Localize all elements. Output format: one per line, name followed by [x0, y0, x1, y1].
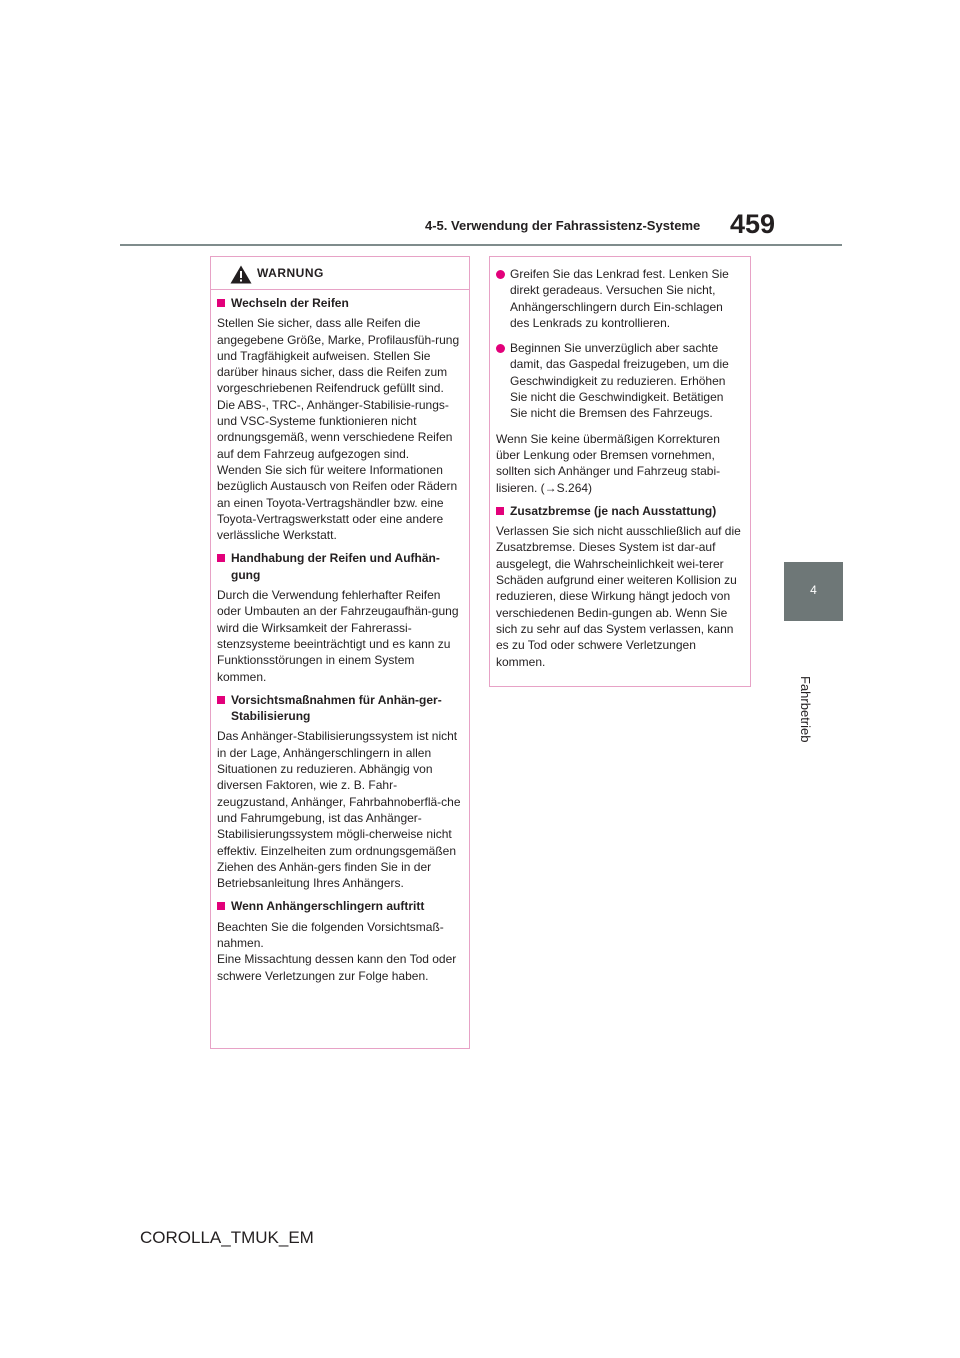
- square-bullet-icon: [217, 299, 225, 307]
- heading-text: Handhabung der Reifen und Aufhän-gung: [231, 551, 440, 582]
- round-bullet-icon: [496, 270, 505, 279]
- heading-text: Vorsichtsmaßnahmen für Anhän-ger-Stabilisierung: [231, 692, 442, 724]
- section-heading: [217, 550, 463, 583]
- round-bullet-icon: [496, 344, 505, 353]
- square-bullet-icon: [217, 696, 225, 704]
- warning-content-right: [490, 257, 750, 670]
- paragraph: [217, 315, 463, 543]
- square-bullet-icon: [217, 554, 225, 562]
- warning-box-right: [489, 256, 751, 687]
- paragraph-text: Wenden Sie sich für weitere Informationen bezüglich Austausch von Reifen oder Rädern an einen Toyota-Vertragshändler bzw. eine Toyota-Vertragswerkstatt oder eine andere verlässliche Werkstatt.: [217, 462, 458, 543]
- paragraph-text: Eine Missachtung dessen kann den Tod oder schwere Verletzungen zur Folge haben.: [217, 952, 457, 983]
- heading-text: Wenn Anhängerschlingern auftritt: [231, 899, 425, 914]
- section-title: 4-5. Verwendung der Fahrassistenz-Systeme: [425, 218, 701, 233]
- chapter-tab: [784, 562, 843, 621]
- paragraph: Verlassen Sie sich nicht ausschließlich auf die Zusatzbremse. Dieses System ist dar-auf ausgelegt, die Wahrscheinlichkeit wei-terer Schäden aufgrund einer weiteren Kollision zu reduzieren, diese Wirkung hängt jedoch von verschiedenen Bedin-gungen ab. Wenn Sie sich zu sehr auf das System verlassen, kann es zu Tod oder schwere Verletzungen kommen.: [496, 524, 741, 669]
- chapter-label: Fahrbetrieb: [798, 676, 813, 743]
- header-rule: [120, 244, 842, 246]
- warning-content-left: [211, 290, 469, 984]
- section-heading: [496, 503, 744, 519]
- paragraph: Durch die Verwendung fehlerhafter Reifen oder Umbauten an der Fahrzeugaufhän-gung wird die Wirksamkeit der Fahrerassi-stenzsysteme beeinträchtigt und es kann zu Funktionsstörungen in einem System kommen.: [217, 588, 459, 684]
- section-heading: [217, 295, 463, 311]
- bullet-item: [496, 266, 744, 331]
- section-heading: [217, 898, 463, 914]
- bullet-text: Beginnen Sie unverzüglich aber sachte damit, das Gaspedal freizugeben, um die Geschwindigkeit zu reduzieren. Erhöhen Sie nicht die Geschwindigkeit. Betätigen Sie nicht die Bremsen des Fahrzeugs.: [510, 341, 729, 421]
- paragraph: [217, 919, 463, 984]
- chapter-number: 4: [810, 583, 817, 597]
- page-number: 459: [730, 209, 776, 239]
- bullet-text: Greifen Sie das Lenkrad fest. Lenken Sie direkt geradeaus. Versuchen Sie nicht, Anhängerschlingern durch Ein-schlagen des Lenkrads zu kontrollieren.: [510, 267, 729, 330]
- warning-header: [211, 257, 469, 290]
- paragraph: Wenn Sie keine übermäßigen Korrekturen über Lenkung oder Bremsen vornehmen, sollten sich Anhänger und Fahrzeug stabi-lisieren. (→S.264): [496, 431, 721, 495]
- square-bullet-icon: [217, 902, 225, 910]
- warning-title: WARNUNG: [257, 266, 324, 280]
- paragraph-text: Beachten Sie die folgenden Vorsichtsmaß-nahmen.: [217, 919, 444, 950]
- warning-triangle-icon: [230, 265, 252, 284]
- bullet-item: [496, 340, 744, 421]
- paragraph-text: Stellen Sie sicher, dass alle Reifen die angegebene Größe, Marke, Profilausfüh-rung und Tragfähigkeit aufweisen. Stellen Sie darüber hinaus sicher, dass die Reifen zum vorgeschriebenen Reifendruck gefüllt sind.: [217, 316, 460, 396]
- section-heading: [217, 692, 463, 725]
- square-bullet-icon: [496, 507, 504, 515]
- paragraph: Das Anhänger-Stabilisierungssystem ist nicht in der Lage, Anhängerschlingern in allen Situationen zu reduzieren. Abhängig von diversen Faktoren, wie z. B. Fahr-zeugzustand, Anhänger, Fahrbahnoberflä-che und Fahrumgebung, ist das Anhänger-Stabilisierungssystem mögli-cherweise nicht effektiv. Einzelheiten zum ordnungsgemäßen Ziehen des Anhän-gers finden Sie in der Betriebsanleitung Ihres Anhängers.: [217, 729, 461, 891]
- heading-text: Wechseln der Reifen: [231, 296, 349, 310]
- warning-box-left: [210, 256, 470, 1049]
- document-code: COROLLA_TMUK_EM: [140, 1228, 314, 1247]
- paragraph-text: Die ABS-, TRC-, Anhänger-Stabilisie-rungs- und VSC-Systeme funktionieren nicht ordnungsgemäß, wenn verschiedene Reifen auf dem Fahrzeug aufgezogen sind.: [217, 397, 453, 461]
- heading-text: Zusatzbremse (je nach Ausstattung): [510, 503, 717, 518]
